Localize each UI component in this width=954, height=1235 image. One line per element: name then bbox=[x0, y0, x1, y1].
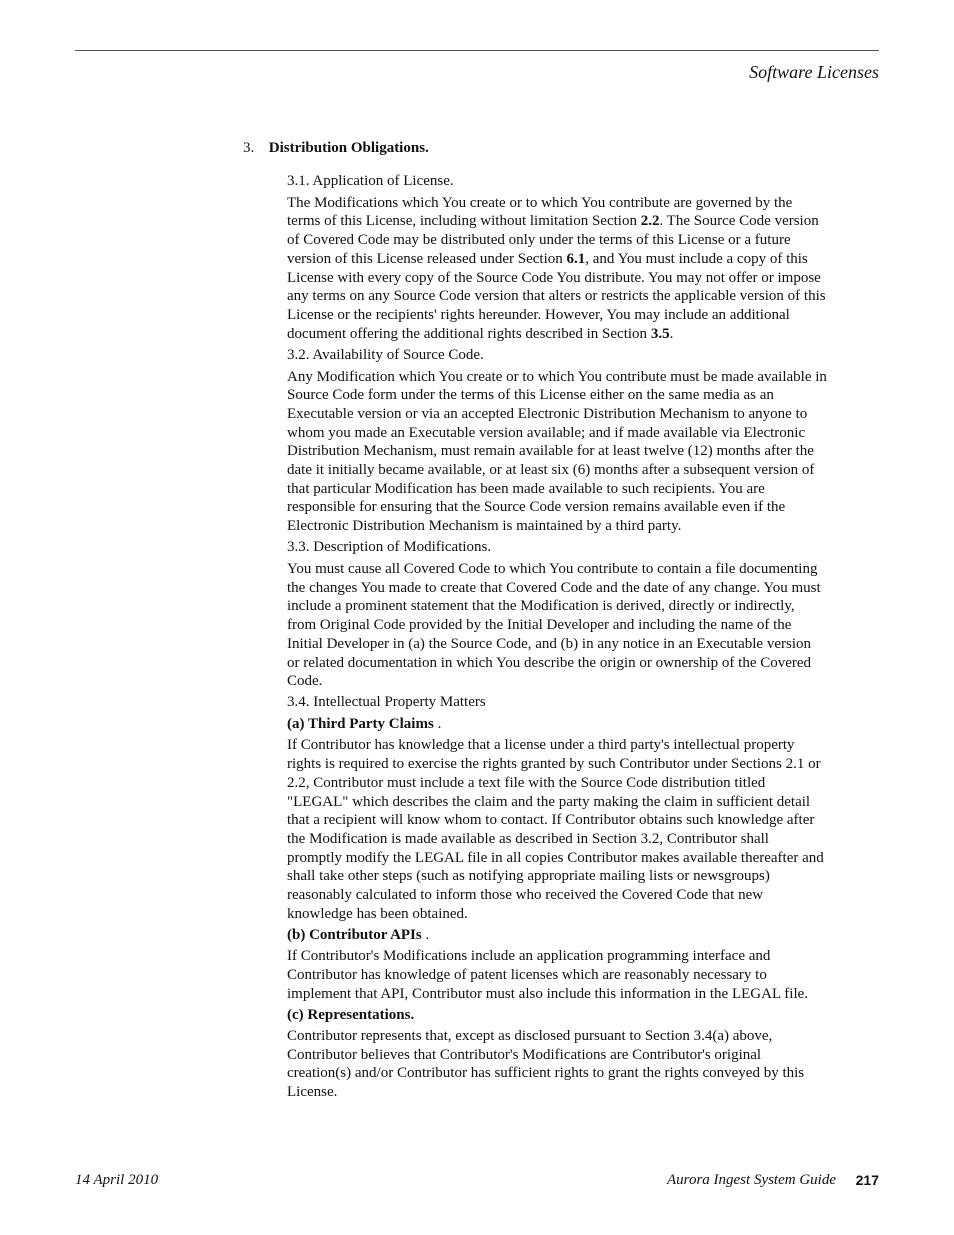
paragraph-3-1 bbox=[287, 194, 827, 344]
clause-label: (b) Contributor APIs bbox=[287, 926, 422, 943]
paragraph-3-3: You must cause all Covered Code to which You contribute to contain a file documenting the changes You made to create that Covered Code and the date of any change. You must include a prominent statement that the Modification is derived, directly or indirectly, from Original Code provided by the Initial Developer and including the name of the Initial Developer in (a) the Source Code, and (b) in any notice in an Executable version or related documentation in which You describe the origin or ownership of the Covered Code. bbox=[287, 561, 821, 690]
clause-suffix: . bbox=[433, 716, 442, 733]
paragraph-3-4-b: If Contributor's Modifications include an application programming interface and Contributor has knowledge of patent licenses which are reasonably necessary to implement that API, Contributor must also include this information in the LEGAL file. bbox=[287, 948, 809, 1002]
subsection-heading-3-4: 3.4. Intellectual Property Matters bbox=[287, 694, 486, 711]
section-reference: 2.2 bbox=[640, 213, 660, 230]
subsection-heading-3-3: 3.3. Description of Modifications. bbox=[287, 539, 492, 556]
clause-heading-c bbox=[287, 1006, 827, 1025]
paragraph-text: , and You must include a copy of this License with every copy of the Source Code You distribute. You may not offer or impose any terms on any Source Code version that alters or restricts the applicable version of this License or the recipients' rights hereunder. However, You may include an additional document offering the additional rights described in Section bbox=[287, 250, 826, 342]
section-title: Distribution Obligations. bbox=[268, 140, 429, 156]
clause-label: (a) Third Party Claims bbox=[287, 716, 434, 733]
section-reference: 6.1 bbox=[566, 250, 586, 267]
paragraph-text: . The Source Code version of Covered Code may be distributed only under the terms of this License or a future version of this License released under Section bbox=[287, 213, 819, 267]
subsection-heading-3-2: 3.2. Availability of Source Code. bbox=[287, 346, 484, 363]
paragraph-3-2: Any Modification which You create or to which You contribute must be made available in Source Code form under the terms of this License either on the same media as an Executable version or via an accepted Electronic Distribution Mechanism to anyone to whom you made an Executable version available; and if made available via Electronic Distribution Mechanism, must remain available for at least twelve (12) months after the date it initially became available, or at least six (6) months after a subsequent version of that particular Modification has been made available to such recipients. You are responsible for ensuring that the Source Code version remains available even if the Electronic Distribution Mechanism is maintained by a third party. bbox=[287, 368, 827, 535]
page-number: 217 bbox=[855, 1172, 879, 1188]
footer-doc-title: Aurora Ingest System Guide bbox=[667, 1172, 836, 1188]
clause-heading-a bbox=[287, 715, 827, 734]
paragraph-3-4-c: Contributor represents that, except as disclosed pursuant to Section 3.4(a) above, Contributor believes that Contributor's Modifications are Contributor's original creation(s) and/or Contributor has sufficient rights to grant the rights conveyed by this License. bbox=[287, 1027, 805, 1101]
section-reference: 3.5 bbox=[650, 325, 670, 342]
subsection-heading-3-1: 3.1. Application of License. bbox=[287, 173, 454, 189]
header-rule bbox=[75, 50, 879, 51]
section-heading bbox=[243, 140, 429, 157]
section-content bbox=[287, 172, 827, 1104]
footer-date: 14 April 2010 bbox=[75, 1172, 159, 1188]
section-number: 3. bbox=[243, 140, 255, 156]
clause-label: (c) Representations. bbox=[287, 1006, 415, 1023]
paragraph-text: . bbox=[669, 325, 674, 342]
paragraph-text: The Modifications which You create or to which You contribute are governed by the terms of this License, including without limitation Section bbox=[287, 194, 793, 230]
clause-heading-b bbox=[287, 926, 827, 945]
running-head: Software Licenses bbox=[749, 62, 879, 82]
paragraph-3-4-a: If Contributor has knowledge that a license under a third party's intellectual property rights is required to exercise the rights granted by such Contributor under Sections 2.1 or 2.2, Contributor must include a text file with the Source Code distribution titled "LEGAL" which describes the claim and the party making the claim in sufficient detail that a recipient will know whom to contact. If Contributor obtains such knowledge after the Modification is made available as described in Section 3.2, Contributor shall promptly modify the LEGAL file in all copies Contributor makes available thereafter and shall take other steps (such as notifying appropriate mailing lists or newsgroups) reasonably calculated to inform those who received the Covered Code that new knowledge has been obtained. bbox=[287, 737, 824, 922]
clause-suffix: . bbox=[421, 926, 430, 943]
